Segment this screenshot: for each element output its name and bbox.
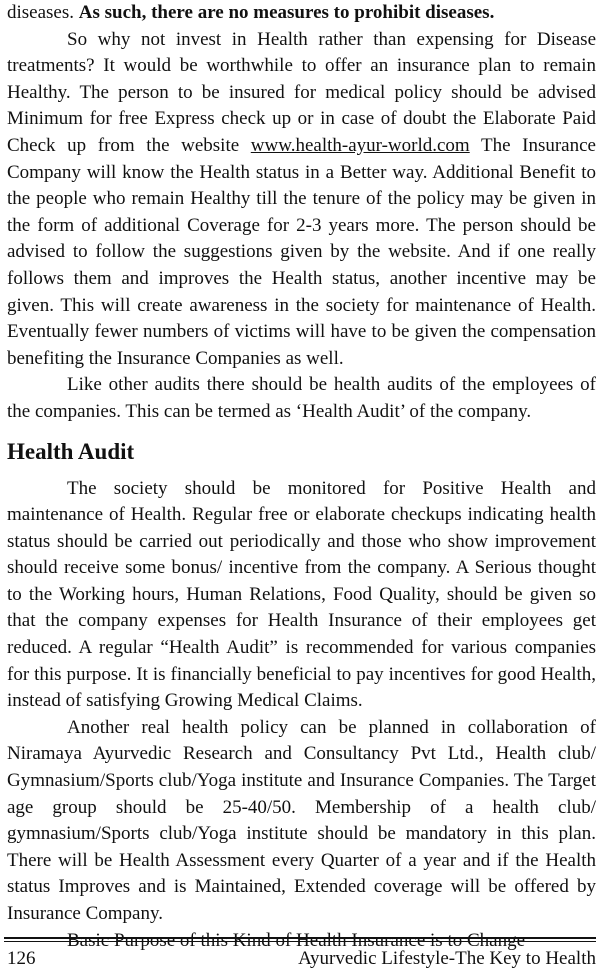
body-text	[7, 0, 596, 426]
page-number: 126	[7, 948, 36, 969]
paragraph-text: The Insurance Company will know the Health status in a Better way. Additional Benefit to the people who remain Healthy till the tenure of the policy may be given in the form of additional Coverage for 2-3 years more. The person should be advised to follow the suggestions given by the website. And if one really follows them and improves the Health status, another incentive may be given. This will create awareness in the society for maintenance of Health. Eventually fewer numbers of victims will have to be given the compensation benefiting the Insurance Companies as well.	[7, 134, 596, 369]
page-footer	[7, 947, 596, 971]
body-text-section	[7, 476, 596, 955]
paragraph-text: So why not invest in Health rather than expensing for Disease treatments? It would be worthwhile to offer an insurance plan to remain Healthy. The person to be insured for medical policy should be advised Minimum for free Express check up or in case of doubt the Elaborate Paid Check up from the website	[7, 28, 596, 156]
paragraph-basic-purpose: Basic Purpose of this Kind of Health Insurance is to Change	[67, 929, 526, 951]
paragraph-insurance-plan	[7, 27, 596, 373]
running-title: Ayurvedic Lifestyle-The Key to Health	[298, 948, 596, 969]
paragraph-text: diseases.	[7, 2, 79, 23]
paragraph-monitoring: The society should be monitored for Positive Health and maintenance of Health. Regular free or elaborate checkups indicating health status should be carried out periodically and those who show improvement should receive some bonus/ incentive from the company. A Serious thought to the Working hours, Human Relations, Food Quality, should be given so that the company expenses for Health Insurance of their employees get reduced. A regular “Health Audit” is recommended for various companies for this purpose. It is financially beneficial to pay incentives for good Health, instead of satisfying Growing Medical Claims.	[7, 477, 596, 712]
footer-divider	[4, 937, 596, 939]
section-heading: Health Audit	[7, 438, 135, 464]
paragraph-collaboration: Another real health policy can be planned in collaboration of Niramaya Ayurvedic Research and Consultancy Pvt Ltd., Health club/ Gymnasium/Sports club/Yoga institute and Insurance Companies. The Target age group should be 25-40/50. Membership of a health club/ gymnasium/Sports club/Yoga institute should be mandatory in this plan. There will be Health Assessment every Quarter of a year and if the Health status Improves and is Maintained, Extended coverage will be offered by Insurance Company.	[7, 716, 596, 924]
paragraph-health-audits: Like other audits there should be health audits of the employees of the companies. This can be termed as ‘Health Audit’ of the company.	[7, 374, 596, 422]
paragraph-continuation	[7, 0, 596, 27]
footer-divider-thin	[4, 941, 596, 942]
bold-statement: As such, there are no measures to prohibit diseases.	[78, 2, 495, 23]
page-body	[7, 0, 596, 954]
website-link[interactable]: www.health-ayur-world.com	[250, 134, 470, 156]
